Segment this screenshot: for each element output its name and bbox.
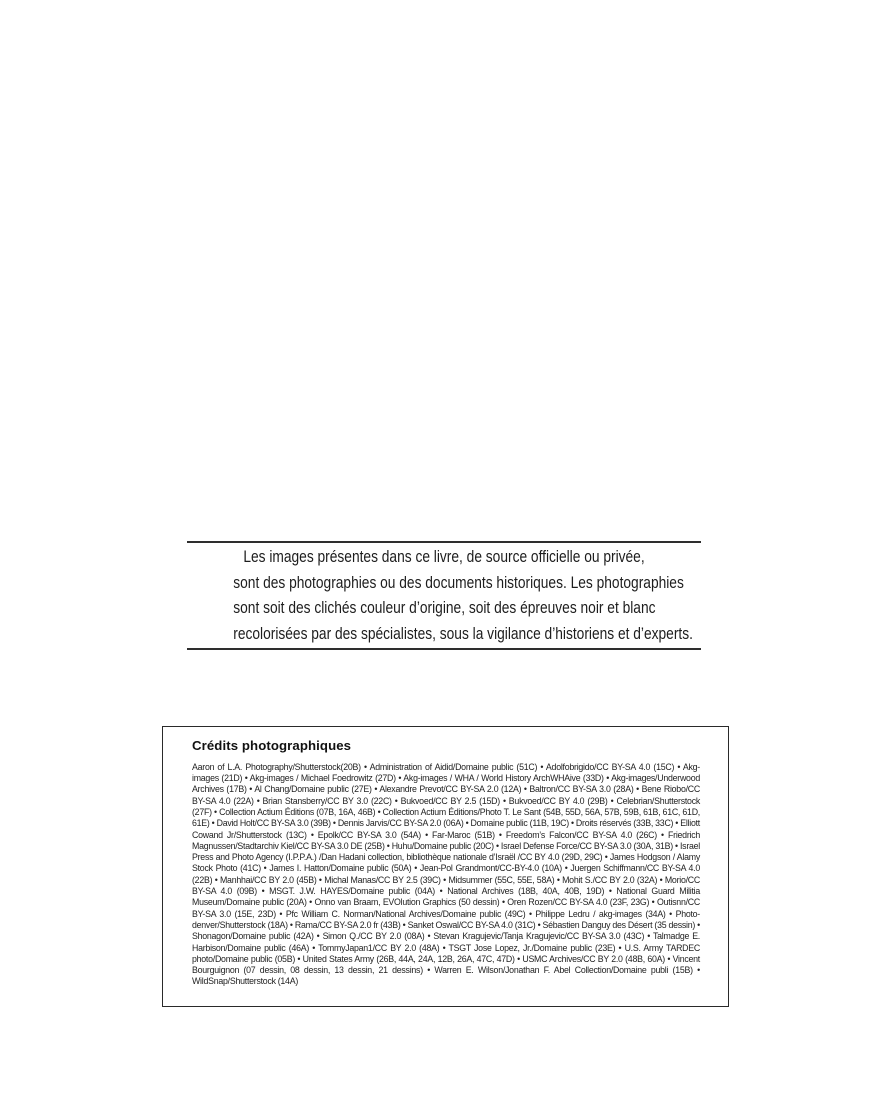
image-notice-line: Les images présentes dans ce livre, de source officielle ou privée, (243, 547, 645, 566)
photo-credits-box (162, 726, 729, 1007)
image-notice-line: recolorisées par des spécialistes, sous la vigilance d’historiens et d’experts. (233, 623, 693, 643)
image-notice (187, 541, 701, 650)
photo-credits-list: Aaron of L.A. Photography/Shutterstock(20B) • Administration of Aidid/Domaine public (51C) • Adolfobrigido/CC BY-SA 4.0 (15C) • Akg-images (21D) • Akg-images / Michael Foedrowitz (27D) • Akg-images / WHA / World History ArchWHAive (33D) • Akg-images/Underwood Archives (17B) • Al Chang/Domaine public (27E) • Alexandre Prevot/CC BY-SA 2.0 (12A) • Baltron/CC BY-SA 3.0 (28A) • Bene Riobo/CC BY-SA 4.0 (22A) • Brian Stansberry/CC BY 3.0 (22C) • Bukvoed/CC BY 2.5 (15D) • Bukvoed/CC BY 4.0 (29B) • Celebrian/Shutterstock (27F) • Collection Actium Éditions (07B, 16A, 46B) • Collection Actium Éditions/Photo T. Le Sant (54B, 55D, 56A, 57B, 59B, 61B, 61C, 61D, 61E) • David Holt/CC BY-SA 3.0 (39B) • Dennis Jarvis/CC BY-SA 2.0 (06A) • Domaine public (11B, 19C) • Droits réservés (33B, 33C) • Elliott Cowand Jr/Shutterstock (13C) • Epolk/CC BY-SA 3.0 (54A) • Far-Maroc (51B) • Freedom’s Falcon/CC BY-SA 4.0 (26C) • Friedrich Magnussen/Stadtarchiv Kiel/CC BY-SA 3.0 DE (25B) • Huhu/Domaine public (20C) • Israel Defense Force/CC BY-SA 3.0 (30A, 31B) • Israel Press and Photo Agency (I.P.P.A.) /Dan Hadani collection, bibliothèque nationale d’Israël /CC BY 4.0 (29D, 29C) • James Hodgson / Alamy Stock Photo (41C) • James I. Hatton/Domaine public (50A) • Jean-Pol Grandmont/CC-BY-4.0 (10A) • Juergen Schiffmann/CC BY-SA 4.0 (22B) • Manhhai/CC BY 2.0 (45B) • Michal Manas/CC BY 2.5 (39C) • Midsummer (55C, 55E, 58A) • Mohit S./CC BY 2.0 (32A) • Morio/CC BY-SA 4.0 (09B) • MSGT. J.W. HAYES/Domaine public (04A) • National Archives (18B, 40A, 40B, 19D) • National Guard Militia Museum/Domaine public (20A) • Onno van Braam, EVOlution Graphics (50 dessin) • Oren Rozen/CC BY-SA 4.0 (23F, 23G) • Outisnn/CC BY-SA 3.0 (15E, 23D) • Pfc William C. Norman/National Archives/Domaine public (49C) • Philippe Ledru / akg-images (34A) • Photo-denver/Shutterstock (18A) • Rama/CC BY-SA 2.0 fr (43B) • Sanket Oswal/CC BY-SA 4.0 (31C) • Sébastien Danguy des Désert (35 dessin) • Shonagon/Domaine public (42A) • Simon Q./CC BY 2.0 (08A) • Stevan Kragujevic/Tanja Kragujevic/CC BY-SA 3.0 (43C) • Talmadge E. Harbison/Domaine public (46A) • TommyJapan1/CC BY 2.0 (48A) • TSGT Jose Lopez, Jr./Domaine public (23E) • U.S. Army TARDEC photo/Domaine public (05B) • United States Army (26B, 44A, 24A, 12B, 26A, 47C, 47D) • USMC Archives/CC BY 2.0 (48B, 60A) • Vincent Bourguignon (07 dessin, 08 dessin, 13 dessin, 21 dessins) • Warren E. Wilson/Jonathan F. Abel Collection/Domaine publi (15B) • WildSnap/Shutterstock (14A) (192, 761, 700, 987)
image-notice-line: sont soit des clichés couleur d’origine, soit des épreuves noir et blanc (233, 598, 656, 617)
photo-credits-title: Crédits photographiques (192, 738, 352, 753)
image-notice-line: sont des photographies ou des documents historiques. Les photographies (233, 572, 684, 592)
image-notice-text (187, 544, 701, 646)
